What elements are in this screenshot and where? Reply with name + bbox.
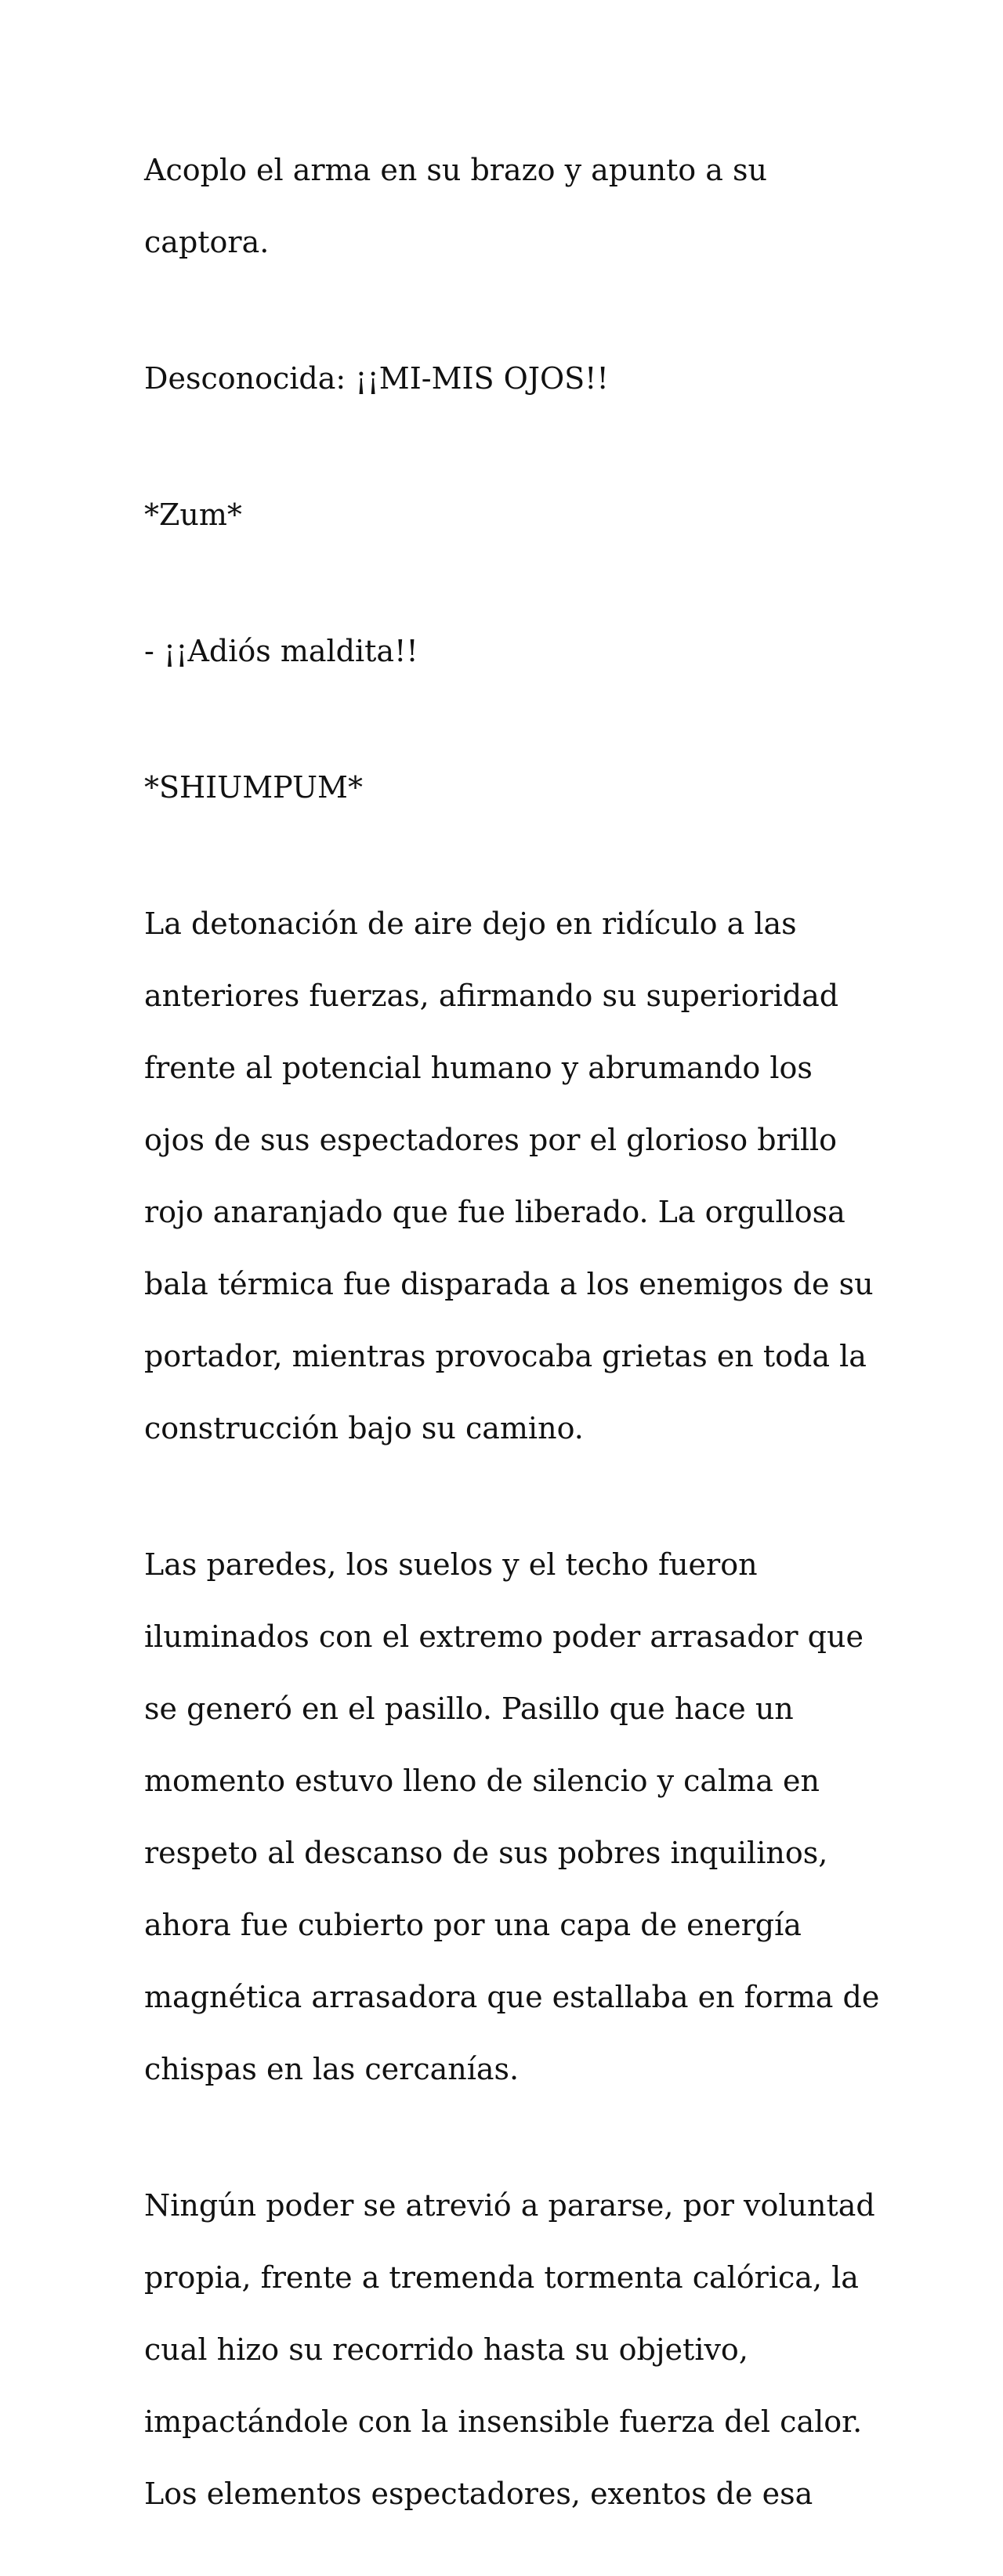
paragraph-5 xyxy=(144,733,873,841)
text-line: bala térmica fue disparada a los enemigos de su xyxy=(144,1267,874,1301)
paragraph-3 xyxy=(144,461,873,569)
text-line: momento estuvo lleno de silencio y calma en xyxy=(144,1764,820,1798)
paragraph-7 xyxy=(144,1511,880,2123)
text-line: magnética arrasadora que estallaba en forma de xyxy=(144,1980,880,2014)
text-line: Ningún poder se atrevió a pararse, por voluntad xyxy=(144,2188,875,2223)
text-line: se generó en el pasillo. Pasillo que hace un xyxy=(144,1691,794,1726)
paragraph-8 xyxy=(144,2151,873,2548)
text-line: ahora fue cubierto por una capa de energía xyxy=(144,1908,802,1942)
text-line: anteriores fuerzas, afirmando su superioridad xyxy=(144,979,839,1013)
paragraph-6 xyxy=(144,870,873,1482)
text-line: Los elementos espectadores, exentos de esa xyxy=(144,2477,813,2511)
paragraph-4 xyxy=(144,597,873,705)
text-line: chispas en las cercanías. xyxy=(144,2052,520,2086)
text-line: Desconocida: ¡¡MI-MIS OJOS!! xyxy=(144,361,609,396)
text-line: *Zum* xyxy=(144,497,242,532)
text-line: rojo anaranjado que fue liberado. La orgullosa xyxy=(144,1195,845,1229)
text-line: portador, mientras provocaba grietas en toda la xyxy=(144,1339,867,1373)
text-line: propia, frente a tremenda tormenta calórica, la xyxy=(144,2260,859,2295)
text-line: Acoplo el arma en su brazo y apunto a su xyxy=(144,153,767,187)
text-line: iluminados con el extremo poder arrasador que xyxy=(144,1619,864,1654)
text-line: - ¡¡Adiós maldita!! xyxy=(144,634,418,668)
paragraph-1 xyxy=(144,116,873,296)
text-line: impactándole con la insensible fuerza del calor. xyxy=(144,2404,863,2439)
text-line: respeto al descanso de sus pobres inquilinos, xyxy=(144,1836,828,1870)
text-line: *SHIUMPUM* xyxy=(144,770,363,805)
text-line: Las paredes, los suelos y el techo fueron xyxy=(144,1547,758,1582)
text-line: captora. xyxy=(144,225,270,259)
text-line: La detonación de aire dejo en ridículo a las xyxy=(144,906,797,941)
text-line: frente al potencial humano y abrumando los xyxy=(144,1051,813,1085)
paragraph-2 xyxy=(144,324,873,432)
text-line: cual hizo su recorrido hasta su objetivo, xyxy=(144,2332,748,2367)
story-text xyxy=(144,116,880,2576)
text-line: construcción bajo su camino. xyxy=(144,1411,584,1445)
text-line: ojos de sus espectadores por el glorioso brillo xyxy=(144,1123,838,1157)
